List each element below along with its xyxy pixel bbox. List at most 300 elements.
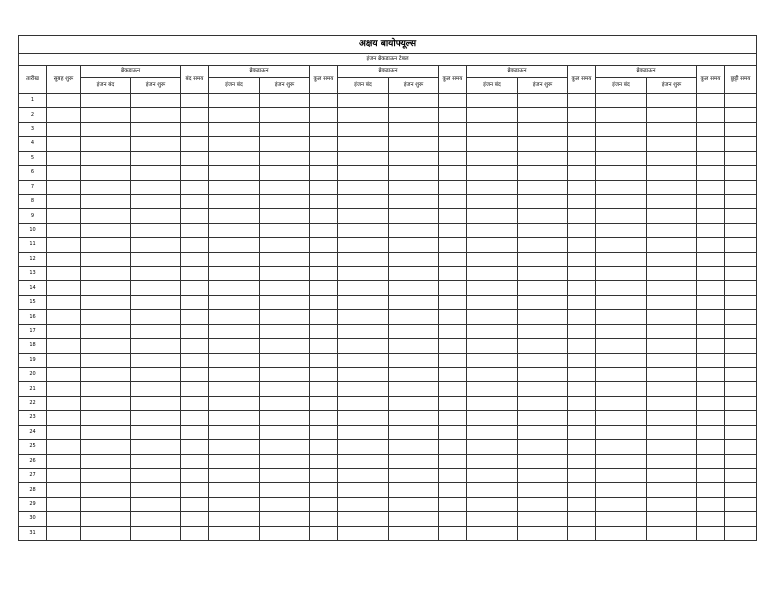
- entry-cell[interactable]: [209, 166, 260, 180]
- entry-cell[interactable]: [131, 497, 181, 511]
- entry-cell[interactable]: [568, 468, 596, 482]
- entry-cell[interactable]: [439, 512, 467, 526]
- entry-cell[interactable]: [568, 497, 596, 511]
- entry-cell[interactable]: [131, 324, 181, 338]
- entry-cell[interactable]: [81, 137, 131, 151]
- entry-cell[interactable]: [596, 267, 647, 281]
- entry-cell[interactable]: [47, 122, 81, 136]
- entry-cell[interactable]: [518, 396, 568, 410]
- entry-cell[interactable]: [47, 238, 81, 252]
- entry-cell[interactable]: [260, 411, 310, 425]
- entry-cell[interactable]: [697, 497, 725, 511]
- entry-cell[interactable]: [131, 108, 181, 122]
- entry-cell[interactable]: [467, 382, 518, 396]
- entry-cell[interactable]: [596, 238, 647, 252]
- entry-cell[interactable]: [568, 267, 596, 281]
- entry-cell[interactable]: [697, 194, 725, 208]
- entry-cell[interactable]: [47, 512, 81, 526]
- entry-cell[interactable]: [647, 368, 697, 382]
- entry-cell[interactable]: [181, 238, 209, 252]
- entry-cell[interactable]: [260, 209, 310, 223]
- entry-cell[interactable]: [467, 324, 518, 338]
- entry-cell[interactable]: [338, 512, 389, 526]
- entry-cell[interactable]: [389, 411, 439, 425]
- entry-cell[interactable]: [596, 122, 647, 136]
- entry-cell[interactable]: [47, 180, 81, 194]
- entry-cell[interactable]: [596, 166, 647, 180]
- entry-cell[interactable]: [338, 497, 389, 511]
- entry-cell[interactable]: [725, 180, 757, 194]
- entry-cell[interactable]: [209, 526, 260, 540]
- entry-cell[interactable]: [596, 137, 647, 151]
- entry-cell[interactable]: [725, 396, 757, 410]
- entry-cell[interactable]: [467, 483, 518, 497]
- entry-cell[interactable]: [209, 339, 260, 353]
- entry-cell[interactable]: [260, 440, 310, 454]
- entry-cell[interactable]: [518, 440, 568, 454]
- entry-cell[interactable]: [181, 454, 209, 468]
- entry-cell[interactable]: [725, 267, 757, 281]
- entry-cell[interactable]: [181, 468, 209, 482]
- entry-cell[interactable]: [568, 295, 596, 309]
- entry-cell[interactable]: [338, 151, 389, 165]
- entry-cell[interactable]: [568, 526, 596, 540]
- entry-cell[interactable]: [338, 295, 389, 309]
- entry-cell[interactable]: [467, 238, 518, 252]
- entry-cell[interactable]: [439, 468, 467, 482]
- entry-cell[interactable]: [131, 209, 181, 223]
- entry-cell[interactable]: [131, 396, 181, 410]
- entry-cell[interactable]: [518, 122, 568, 136]
- entry-cell[interactable]: [131, 526, 181, 540]
- entry-cell[interactable]: [389, 281, 439, 295]
- entry-cell[interactable]: [81, 396, 131, 410]
- entry-cell[interactable]: [181, 526, 209, 540]
- entry-cell[interactable]: [181, 512, 209, 526]
- entry-cell[interactable]: [131, 468, 181, 482]
- entry-cell[interactable]: [439, 122, 467, 136]
- entry-cell[interactable]: [647, 223, 697, 237]
- entry-cell[interactable]: [131, 252, 181, 266]
- entry-cell[interactable]: [647, 122, 697, 136]
- entry-cell[interactable]: [209, 281, 260, 295]
- entry-cell[interactable]: [725, 382, 757, 396]
- entry-cell[interactable]: [389, 223, 439, 237]
- entry-cell[interactable]: [596, 223, 647, 237]
- entry-cell[interactable]: [647, 295, 697, 309]
- entry-cell[interactable]: [725, 238, 757, 252]
- entry-cell[interactable]: [568, 440, 596, 454]
- entry-cell[interactable]: [47, 281, 81, 295]
- entry-cell[interactable]: [310, 454, 338, 468]
- entry-cell[interactable]: [47, 497, 81, 511]
- entry-cell[interactable]: [596, 382, 647, 396]
- entry-cell[interactable]: [47, 468, 81, 482]
- entry-cell[interactable]: [568, 108, 596, 122]
- entry-cell[interactable]: [568, 324, 596, 338]
- entry-cell[interactable]: [697, 512, 725, 526]
- entry-cell[interactable]: [47, 209, 81, 223]
- entry-cell[interactable]: [81, 209, 131, 223]
- entry-cell[interactable]: [338, 324, 389, 338]
- entry-cell[interactable]: [467, 122, 518, 136]
- entry-cell[interactable]: [518, 252, 568, 266]
- entry-cell[interactable]: [389, 180, 439, 194]
- entry-cell[interactable]: [467, 108, 518, 122]
- entry-cell[interactable]: [467, 468, 518, 482]
- entry-cell[interactable]: [596, 310, 647, 324]
- entry-cell[interactable]: [81, 454, 131, 468]
- entry-cell[interactable]: [568, 166, 596, 180]
- entry-cell[interactable]: [467, 310, 518, 324]
- entry-cell[interactable]: [596, 339, 647, 353]
- entry-cell[interactable]: [568, 411, 596, 425]
- entry-cell[interactable]: [725, 497, 757, 511]
- entry-cell[interactable]: [47, 396, 81, 410]
- entry-cell[interactable]: [725, 151, 757, 165]
- entry-cell[interactable]: [338, 223, 389, 237]
- entry-cell[interactable]: [260, 497, 310, 511]
- entry-cell[interactable]: [647, 180, 697, 194]
- entry-cell[interactable]: [467, 526, 518, 540]
- entry-cell[interactable]: [389, 497, 439, 511]
- entry-cell[interactable]: [439, 267, 467, 281]
- entry-cell[interactable]: [310, 483, 338, 497]
- entry-cell[interactable]: [518, 238, 568, 252]
- entry-cell[interactable]: [338, 440, 389, 454]
- entry-cell[interactable]: [439, 180, 467, 194]
- entry-cell[interactable]: [467, 454, 518, 468]
- entry-cell[interactable]: [310, 223, 338, 237]
- entry-cell[interactable]: [725, 223, 757, 237]
- entry-cell[interactable]: [697, 295, 725, 309]
- entry-cell[interactable]: [209, 209, 260, 223]
- entry-cell[interactable]: [647, 497, 697, 511]
- entry-cell[interactable]: [131, 94, 181, 108]
- entry-cell[interactable]: [467, 151, 518, 165]
- entry-cell[interactable]: [310, 108, 338, 122]
- entry-cell[interactable]: [389, 295, 439, 309]
- entry-cell[interactable]: [568, 194, 596, 208]
- entry-cell[interactable]: [467, 353, 518, 367]
- entry-cell[interactable]: [568, 353, 596, 367]
- entry-cell[interactable]: [568, 281, 596, 295]
- entry-cell[interactable]: [260, 468, 310, 482]
- entry-cell[interactable]: [647, 526, 697, 540]
- entry-cell[interactable]: [568, 180, 596, 194]
- entry-cell[interactable]: [338, 281, 389, 295]
- entry-cell[interactable]: [310, 353, 338, 367]
- entry-cell[interactable]: [260, 94, 310, 108]
- entry-cell[interactable]: [697, 310, 725, 324]
- entry-cell[interactable]: [260, 310, 310, 324]
- entry-cell[interactable]: [81, 382, 131, 396]
- entry-cell[interactable]: [209, 267, 260, 281]
- entry-cell[interactable]: [568, 151, 596, 165]
- entry-cell[interactable]: [596, 295, 647, 309]
- entry-cell[interactable]: [467, 497, 518, 511]
- entry-cell[interactable]: [310, 209, 338, 223]
- entry-cell[interactable]: [260, 324, 310, 338]
- entry-cell[interactable]: [596, 180, 647, 194]
- entry-cell[interactable]: [81, 166, 131, 180]
- entry-cell[interactable]: [518, 108, 568, 122]
- entry-cell[interactable]: [467, 252, 518, 266]
- entry-cell[interactable]: [81, 194, 131, 208]
- entry-cell[interactable]: [131, 411, 181, 425]
- entry-cell[interactable]: [647, 454, 697, 468]
- entry-cell[interactable]: [181, 396, 209, 410]
- entry-cell[interactable]: [338, 339, 389, 353]
- entry-cell[interactable]: [439, 339, 467, 353]
- entry-cell[interactable]: [209, 94, 260, 108]
- entry-cell[interactable]: [131, 223, 181, 237]
- entry-cell[interactable]: [596, 209, 647, 223]
- entry-cell[interactable]: [181, 324, 209, 338]
- entry-cell[interactable]: [518, 324, 568, 338]
- entry-cell[interactable]: [518, 411, 568, 425]
- entry-cell[interactable]: [518, 137, 568, 151]
- entry-cell[interactable]: [310, 267, 338, 281]
- entry-cell[interactable]: [697, 209, 725, 223]
- entry-cell[interactable]: [725, 425, 757, 439]
- entry-cell[interactable]: [467, 512, 518, 526]
- entry-cell[interactable]: [647, 468, 697, 482]
- entry-cell[interactable]: [439, 425, 467, 439]
- entry-cell[interactable]: [131, 382, 181, 396]
- entry-cell[interactable]: [518, 425, 568, 439]
- entry-cell[interactable]: [697, 425, 725, 439]
- entry-cell[interactable]: [725, 353, 757, 367]
- entry-cell[interactable]: [518, 382, 568, 396]
- entry-cell[interactable]: [260, 353, 310, 367]
- entry-cell[interactable]: [467, 339, 518, 353]
- entry-cell[interactable]: [209, 223, 260, 237]
- entry-cell[interactable]: [338, 166, 389, 180]
- entry-cell[interactable]: [47, 368, 81, 382]
- entry-cell[interactable]: [647, 339, 697, 353]
- entry-cell[interactable]: [389, 368, 439, 382]
- entry-cell[interactable]: [697, 468, 725, 482]
- entry-cell[interactable]: [181, 497, 209, 511]
- entry-cell[interactable]: [131, 238, 181, 252]
- entry-cell[interactable]: [47, 137, 81, 151]
- entry-cell[interactable]: [81, 339, 131, 353]
- entry-cell[interactable]: [209, 137, 260, 151]
- entry-cell[interactable]: [389, 166, 439, 180]
- entry-cell[interactable]: [439, 382, 467, 396]
- entry-cell[interactable]: [209, 468, 260, 482]
- entry-cell[interactable]: [389, 468, 439, 482]
- entry-cell[interactable]: [310, 324, 338, 338]
- entry-cell[interactable]: [260, 108, 310, 122]
- entry-cell[interactable]: [131, 180, 181, 194]
- entry-cell[interactable]: [467, 295, 518, 309]
- entry-cell[interactable]: [181, 108, 209, 122]
- entry-cell[interactable]: [389, 425, 439, 439]
- entry-cell[interactable]: [310, 295, 338, 309]
- entry-cell[interactable]: [697, 526, 725, 540]
- entry-cell[interactable]: [467, 281, 518, 295]
- entry-cell[interactable]: [596, 108, 647, 122]
- entry-cell[interactable]: [181, 209, 209, 223]
- entry-cell[interactable]: [518, 194, 568, 208]
- entry-cell[interactable]: [518, 310, 568, 324]
- entry-cell[interactable]: [518, 512, 568, 526]
- entry-cell[interactable]: [697, 238, 725, 252]
- entry-cell[interactable]: [338, 382, 389, 396]
- entry-cell[interactable]: [647, 483, 697, 497]
- entry-cell[interactable]: [439, 252, 467, 266]
- entry-cell[interactable]: [439, 281, 467, 295]
- entry-cell[interactable]: [310, 238, 338, 252]
- entry-cell[interactable]: [81, 440, 131, 454]
- entry-cell[interactable]: [310, 497, 338, 511]
- entry-cell[interactable]: [181, 281, 209, 295]
- entry-cell[interactable]: [518, 468, 568, 482]
- entry-cell[interactable]: [389, 382, 439, 396]
- entry-cell[interactable]: [697, 137, 725, 151]
- entry-cell[interactable]: [310, 411, 338, 425]
- entry-cell[interactable]: [467, 194, 518, 208]
- entry-cell[interactable]: [389, 512, 439, 526]
- entry-cell[interactable]: [338, 94, 389, 108]
- entry-cell[interactable]: [568, 368, 596, 382]
- entry-cell[interactable]: [518, 166, 568, 180]
- entry-cell[interactable]: [338, 209, 389, 223]
- entry-cell[interactable]: [467, 94, 518, 108]
- entry-cell[interactable]: [596, 94, 647, 108]
- entry-cell[interactable]: [518, 267, 568, 281]
- entry-cell[interactable]: [260, 166, 310, 180]
- entry-cell[interactable]: [338, 108, 389, 122]
- entry-cell[interactable]: [725, 122, 757, 136]
- entry-cell[interactable]: [310, 468, 338, 482]
- entry-cell[interactable]: [209, 194, 260, 208]
- entry-cell[interactable]: [518, 483, 568, 497]
- entry-cell[interactable]: [131, 310, 181, 324]
- entry-cell[interactable]: [439, 396, 467, 410]
- entry-cell[interactable]: [81, 295, 131, 309]
- entry-cell[interactable]: [467, 166, 518, 180]
- entry-cell[interactable]: [81, 468, 131, 482]
- entry-cell[interactable]: [389, 310, 439, 324]
- entry-cell[interactable]: [568, 137, 596, 151]
- entry-cell[interactable]: [260, 295, 310, 309]
- entry-cell[interactable]: [181, 166, 209, 180]
- entry-cell[interactable]: [568, 425, 596, 439]
- entry-cell[interactable]: [209, 108, 260, 122]
- entry-cell[interactable]: [389, 137, 439, 151]
- entry-cell[interactable]: [725, 310, 757, 324]
- entry-cell[interactable]: [209, 122, 260, 136]
- entry-cell[interactable]: [81, 180, 131, 194]
- entry-cell[interactable]: [697, 483, 725, 497]
- entry-cell[interactable]: [181, 194, 209, 208]
- entry-cell[interactable]: [467, 396, 518, 410]
- entry-cell[interactable]: [181, 223, 209, 237]
- entry-cell[interactable]: [338, 353, 389, 367]
- entry-cell[interactable]: [47, 324, 81, 338]
- entry-cell[interactable]: [439, 209, 467, 223]
- entry-cell[interactable]: [260, 151, 310, 165]
- entry-cell[interactable]: [81, 223, 131, 237]
- entry-cell[interactable]: [439, 137, 467, 151]
- entry-cell[interactable]: [131, 454, 181, 468]
- entry-cell[interactable]: [389, 267, 439, 281]
- entry-cell[interactable]: [725, 194, 757, 208]
- entry-cell[interactable]: [209, 310, 260, 324]
- entry-cell[interactable]: [310, 512, 338, 526]
- entry-cell[interactable]: [47, 483, 81, 497]
- entry-cell[interactable]: [181, 137, 209, 151]
- entry-cell[interactable]: [439, 324, 467, 338]
- entry-cell[interactable]: [647, 166, 697, 180]
- entry-cell[interactable]: [209, 324, 260, 338]
- entry-cell[interactable]: [131, 440, 181, 454]
- entry-cell[interactable]: [131, 281, 181, 295]
- entry-cell[interactable]: [568, 238, 596, 252]
- entry-cell[interactable]: [131, 137, 181, 151]
- entry-cell[interactable]: [209, 238, 260, 252]
- entry-cell[interactable]: [260, 281, 310, 295]
- entry-cell[interactable]: [209, 396, 260, 410]
- entry-cell[interactable]: [518, 497, 568, 511]
- entry-cell[interactable]: [647, 281, 697, 295]
- entry-cell[interactable]: [389, 209, 439, 223]
- entry-cell[interactable]: [467, 440, 518, 454]
- entry-cell[interactable]: [47, 166, 81, 180]
- entry-cell[interactable]: [47, 151, 81, 165]
- entry-cell[interactable]: [697, 339, 725, 353]
- entry-cell[interactable]: [260, 122, 310, 136]
- entry-cell[interactable]: [697, 411, 725, 425]
- entry-cell[interactable]: [310, 526, 338, 540]
- entry-cell[interactable]: [181, 440, 209, 454]
- entry-cell[interactable]: [568, 310, 596, 324]
- entry-cell[interactable]: [439, 440, 467, 454]
- entry-cell[interactable]: [81, 252, 131, 266]
- entry-cell[interactable]: [260, 368, 310, 382]
- entry-cell[interactable]: [596, 324, 647, 338]
- entry-cell[interactable]: [389, 324, 439, 338]
- entry-cell[interactable]: [596, 454, 647, 468]
- entry-cell[interactable]: [647, 440, 697, 454]
- entry-cell[interactable]: [47, 267, 81, 281]
- entry-cell[interactable]: [467, 223, 518, 237]
- entry-cell[interactable]: [260, 252, 310, 266]
- entry-cell[interactable]: [47, 353, 81, 367]
- entry-cell[interactable]: [725, 252, 757, 266]
- entry-cell[interactable]: [725, 454, 757, 468]
- entry-cell[interactable]: [596, 512, 647, 526]
- entry-cell[interactable]: [310, 425, 338, 439]
- entry-cell[interactable]: [647, 194, 697, 208]
- entry-cell[interactable]: [47, 526, 81, 540]
- entry-cell[interactable]: [310, 339, 338, 353]
- entry-cell[interactable]: [310, 368, 338, 382]
- entry-cell[interactable]: [131, 368, 181, 382]
- entry-cell[interactable]: [81, 353, 131, 367]
- entry-cell[interactable]: [518, 526, 568, 540]
- entry-cell[interactable]: [647, 94, 697, 108]
- entry-cell[interactable]: [725, 295, 757, 309]
- entry-cell[interactable]: [568, 512, 596, 526]
- entry-cell[interactable]: [647, 252, 697, 266]
- entry-cell[interactable]: [467, 411, 518, 425]
- entry-cell[interactable]: [181, 353, 209, 367]
- entry-cell[interactable]: [439, 411, 467, 425]
